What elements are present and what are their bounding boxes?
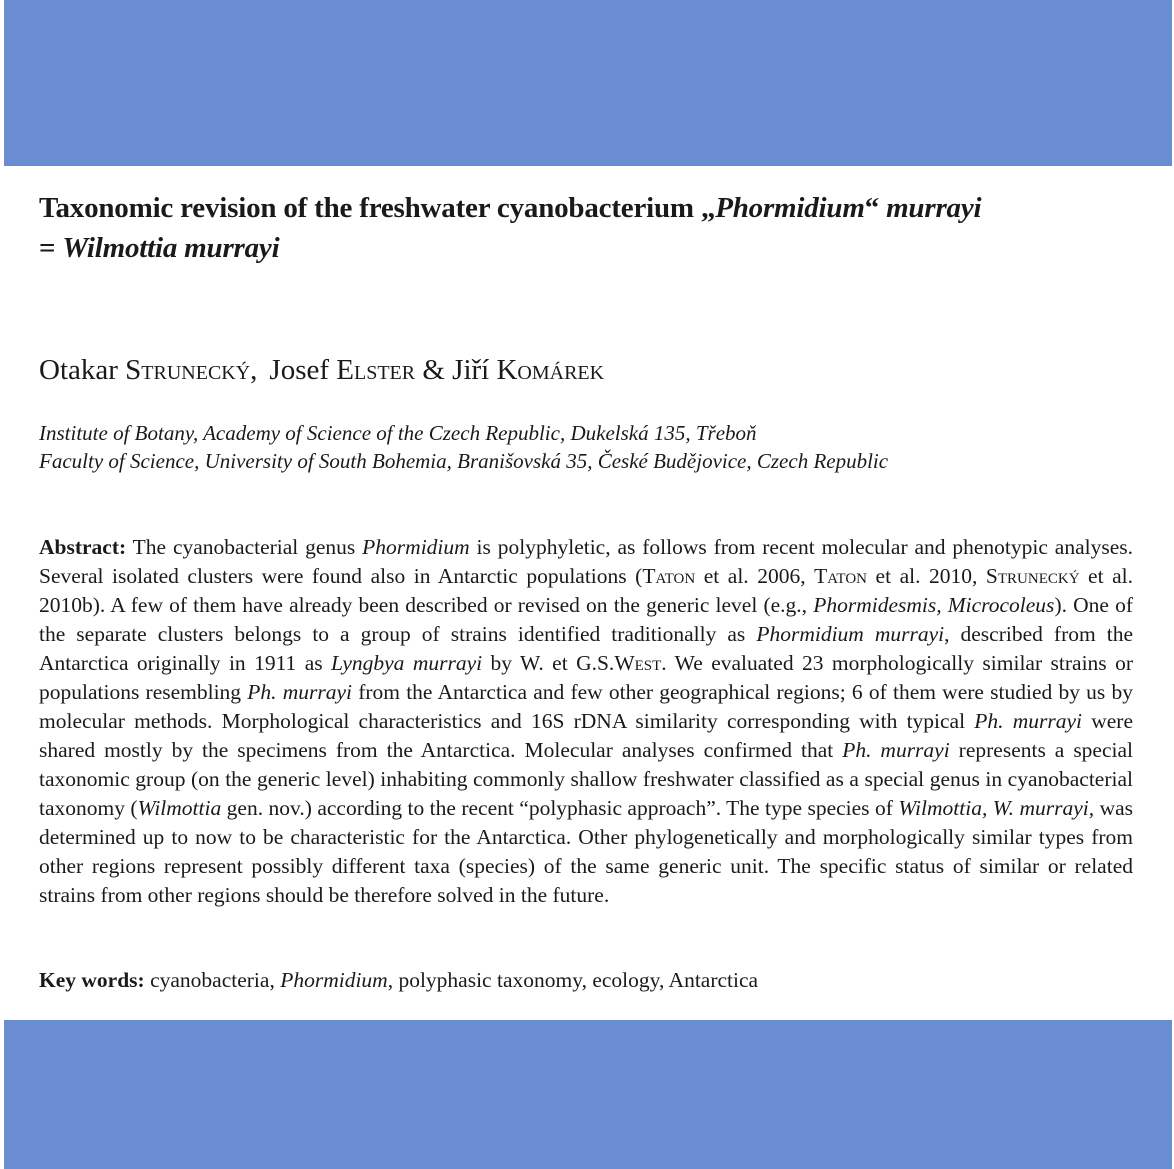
author-1-given: Otakar xyxy=(39,354,118,386)
author-3-family: Komárek xyxy=(496,354,605,386)
title-part-1: Taxonomic revision of the freshwater cyanobacterium „ xyxy=(39,192,716,224)
keywords-label: Key words: xyxy=(39,968,145,992)
abstract-text: gen. nov.) according to the recent “polyphasic approach”. The type species of xyxy=(221,796,899,820)
keywords-text: cyanobacteria, xyxy=(144,968,281,992)
title-species: murrayi xyxy=(886,192,982,224)
abstract-text: by W. et G.S. xyxy=(482,651,615,675)
abstract-text: ). One of the separate clusters belongs to a group of strains identified traditionally as xyxy=(39,593,1134,646)
abstract xyxy=(39,533,1133,910)
abstract-taxon: Wilmottia, W. murrayi, xyxy=(898,796,1095,820)
keywords xyxy=(39,966,758,995)
abstract-taxon: Ph. murrayi xyxy=(842,738,950,762)
abstract-taxon: Wilmottia xyxy=(137,796,222,820)
abstract-text: is polyphyletic, as follows from recent molecular and phenotypic analyses. Several isolated clusters were found also in Antarctic populations ( xyxy=(39,535,1133,588)
keywords-text: , polyphasic taxonomy, ecology, Antarctica xyxy=(387,968,759,992)
abstract-text: . We evaluated 23 morphologically similar strains or populations resembling xyxy=(39,651,1133,704)
citation-author: West xyxy=(614,651,662,675)
abstract-text: from the Antarctica and few other geographical regions; 6 of them were studied by us by molecular methods. Morphological characteristics and 16S rDNA similarity corresponding with typical xyxy=(39,680,1133,733)
affiliation-2: Faculty of Science, University of South Bohemia, Branišovská 35, České Budějovice, Czech Republic xyxy=(39,449,889,473)
citation-author: Taton xyxy=(814,564,867,588)
title-part-2: “ xyxy=(864,192,887,224)
author-1-family: Strunecký xyxy=(125,354,251,386)
abstract-taxon: Ph. murrayi xyxy=(974,709,1083,733)
abstract-text: et al. 2006, xyxy=(695,564,815,588)
author-2-given: Josef xyxy=(269,354,330,386)
paper-title xyxy=(39,188,1139,268)
abstract-text: were shared mostly by the specimens from the Antarctica. Molecular analyses confirmed that xyxy=(39,709,1133,762)
abstract-text: The cyanobacterial genus xyxy=(126,535,363,559)
author-1-sep: , xyxy=(250,354,258,386)
author-2-sep: & xyxy=(415,354,445,386)
author-list xyxy=(39,352,604,388)
abstract-taxon: Phormidium murrayi xyxy=(756,622,945,646)
citation-author: Taton xyxy=(642,564,696,588)
affiliations xyxy=(39,419,888,475)
title-genus: Phormidium xyxy=(715,192,865,224)
author-3-given: Jiří xyxy=(452,354,490,386)
abstract-taxon: Phormidium xyxy=(362,535,470,559)
top-color-band xyxy=(4,0,1172,166)
citation-author: Strunecký xyxy=(985,564,1080,588)
abstract-text: was determined up to now to be characteristic for the Antarctica. Other phylogenetically and morphologically similar types from other regions represent possibly different taxa (species) of the same generic unit. The specific status of similar or related strains from other regions should be therefore solved in the future. xyxy=(39,796,1134,907)
title-part-3: = xyxy=(39,232,63,264)
bottom-color-band xyxy=(4,1020,1172,1169)
abstract-text: represents a special taxonomic group (on the generic level) inhabiting commonly shallow freshwater classified as a special genus in cyanobacterial taxonomy ( xyxy=(39,738,1134,820)
affiliation-1: Institute of Botany, Academy of Science of the Czech Republic, Dukelská 135, Třeboň xyxy=(39,421,757,445)
author-2-family: Elster xyxy=(336,354,416,386)
abstract-taxon: Lyngbya murrayi xyxy=(331,651,483,675)
title-new-name: Wilmottia murrayi xyxy=(62,232,280,264)
abstract-label: Abstract: xyxy=(39,535,127,559)
abstract-taxon: Ph. murrayi xyxy=(247,680,352,704)
keyword-taxon: Phormidium xyxy=(280,968,388,992)
abstract-text: et al. 2010b). A few of them have already been described or revised on the generic level (e.g., xyxy=(39,564,1133,617)
abstract-taxon: Phormidesmis, Microcoleus xyxy=(813,593,1055,617)
abstract-text: et al. 2010, xyxy=(867,564,986,588)
abstract-text: , described from the Antarctica originally in 1911 as xyxy=(39,622,1133,675)
